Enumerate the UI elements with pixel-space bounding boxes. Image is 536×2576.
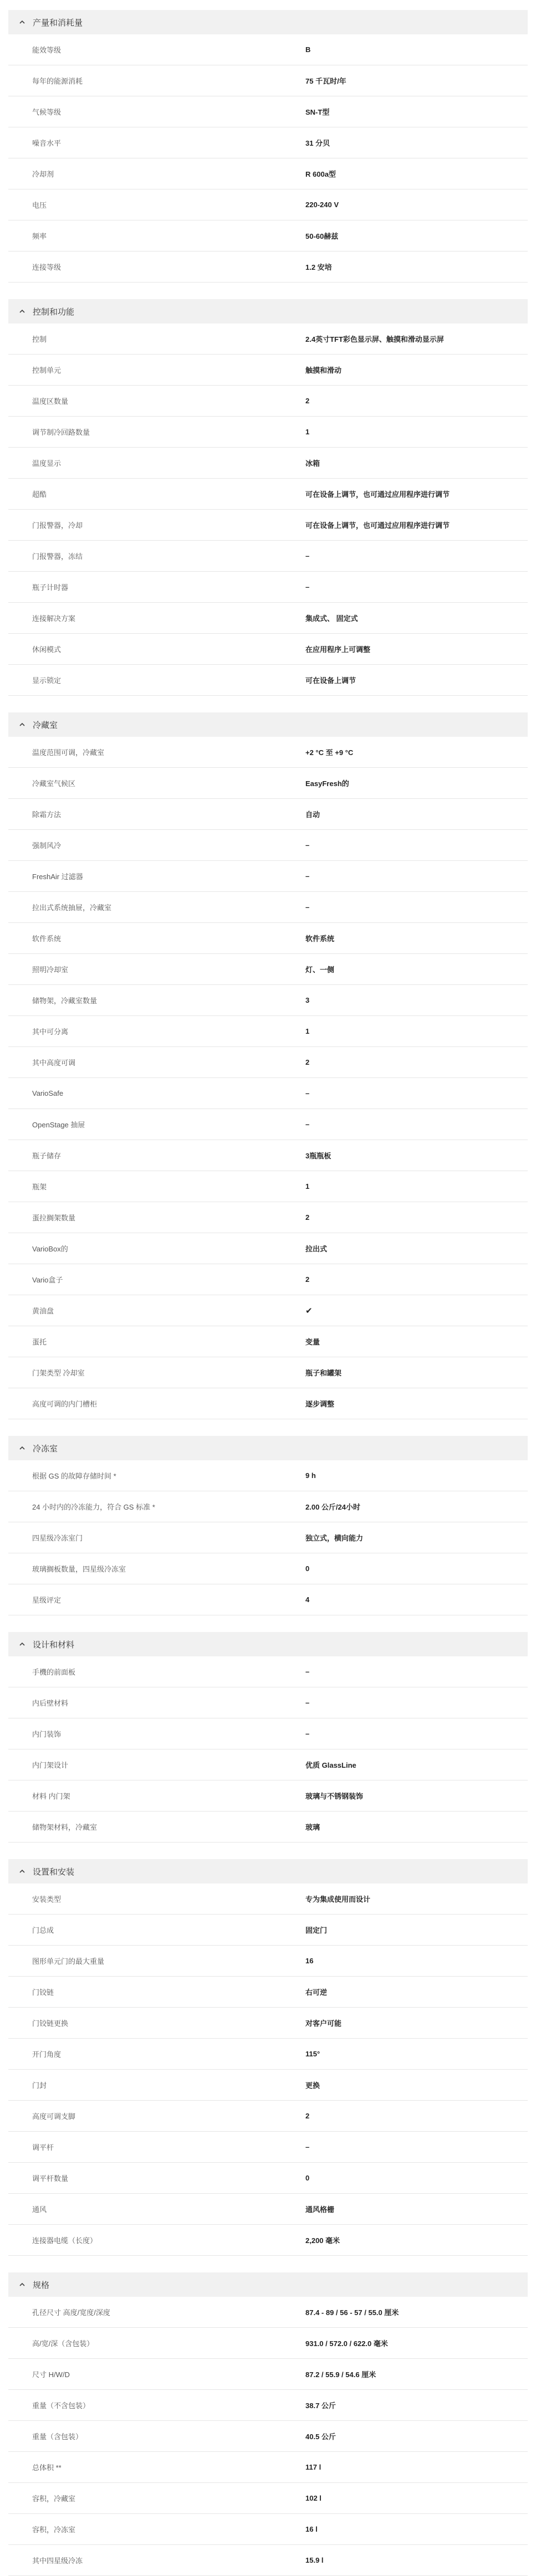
chevron-up-icon	[18, 1867, 26, 1875]
spec-row	[8, 1140, 528, 1171]
spec-row	[8, 510, 528, 541]
chevron-up-icon	[18, 307, 26, 315]
spec-value: 逐步调整	[305, 1400, 335, 1408]
spec-label: 温度显示	[32, 459, 62, 468]
spec-label: 连接等级	[32, 263, 62, 271]
spec-row	[8, 355, 528, 386]
spec-value: 16	[305, 1957, 314, 1965]
spec-label: 瓶架	[32, 1183, 47, 1191]
spec-row	[8, 985, 528, 1016]
chevron-up-icon	[18, 1444, 26, 1452]
spec-value: 2	[305, 397, 310, 405]
spec-value: 115°	[305, 2050, 320, 2058]
spec-row	[8, 768, 528, 799]
spec-value: –	[305, 872, 310, 880]
spec-label: 蛋托	[32, 1338, 47, 1346]
spec-row	[8, 2483, 528, 2514]
section-header[interactable]	[8, 1859, 528, 1884]
spec-label: VarioSafe	[32, 1089, 64, 1097]
spec-row	[8, 830, 528, 861]
spec-row	[8, 127, 528, 158]
spec-value: –	[305, 1089, 310, 1097]
spec-value: 灯、一侧	[305, 966, 335, 974]
spec-label: OpenStage 抽屉	[32, 1121, 85, 1129]
section-title: 控制和功能	[33, 307, 75, 317]
spec-label: 门铰链	[32, 1988, 54, 1997]
spec-value: 可在设备上调节，也可通过应用程序进行调节	[305, 521, 450, 530]
spec-label: 显示锁定	[32, 676, 62, 685]
spec-label: 总体积 **	[32, 2464, 62, 2472]
spec-row	[8, 2070, 528, 2101]
chevron-up-icon	[18, 721, 26, 728]
spec-row	[8, 861, 528, 892]
spec-label: 连接解决方案	[32, 614, 76, 623]
spec-row	[8, 1584, 528, 1615]
spec-label: 每年的能源消耗	[32, 77, 83, 85]
section-header[interactable]	[8, 2272, 528, 2297]
spec-value: 2	[305, 1275, 310, 1284]
spec-row	[8, 1357, 528, 1388]
spec-value: 2	[305, 1213, 310, 1222]
spec-row	[8, 448, 528, 479]
spec-row	[8, 1884, 528, 1915]
spec-value: 31 分贝	[305, 139, 330, 147]
spec-label: 其中可分离	[32, 1028, 69, 1036]
spec-label: 图形单元门的最大重量	[32, 1957, 105, 1966]
spec-value: ✔	[305, 1306, 313, 1316]
section-title: 设置和安装	[33, 1867, 75, 1877]
spec-value: 1.2 安培	[305, 263, 332, 271]
section-header[interactable]	[8, 299, 528, 324]
spec-row	[8, 954, 528, 985]
spec-value: 220-240 V	[305, 201, 339, 209]
spec-label: 玻璃搁板数量，四星级冷冻室	[32, 1565, 126, 1573]
spec-value: 50-60赫兹	[305, 232, 339, 240]
spec-row	[8, 96, 528, 127]
chevron-up-icon	[18, 1640, 26, 1648]
spec-value: 102 l	[305, 2494, 321, 2502]
spec-value: 拉出式	[305, 1245, 328, 1253]
spec-value: 专为集成使用而设计	[305, 1895, 371, 1903]
spec-value: –	[305, 583, 310, 591]
spec-label: 照明冷却室	[32, 966, 69, 974]
spec-label: 通风	[32, 2205, 47, 2214]
spec-value: 右可逆	[305, 1988, 328, 1997]
section-title: 规格	[33, 2280, 50, 2290]
section-header[interactable]	[8, 10, 528, 34]
spec-value: 2	[305, 1058, 310, 1066]
spec-value: 87.2 / 55.9 / 54.6 厘米	[305, 2370, 376, 2379]
spec-label: 内门装饰	[32, 1730, 62, 1738]
spec-value: 117 l	[305, 2463, 321, 2471]
spec-row	[8, 2421, 528, 2452]
spec-value: –	[305, 1667, 310, 1676]
spec-label: 四星级冷冻室门	[32, 1534, 83, 1542]
spec-value: 瓶子和罐架	[305, 1369, 342, 1377]
spec-value: –	[305, 552, 310, 560]
spec-label: 安装类型	[32, 1895, 62, 1903]
spec-value: 38.7 公斤	[305, 2401, 336, 2410]
spec-value: B	[305, 45, 311, 54]
spec-row	[8, 2039, 528, 2070]
spec-list	[0, 10, 536, 2576]
spec-row	[8, 1522, 528, 1553]
spec-row	[8, 34, 528, 65]
spec-row	[8, 2132, 528, 2163]
spec-label: 冷藏室气候区	[32, 779, 76, 788]
spec-value: –	[305, 1730, 310, 1738]
spec-label: Vario盒子	[32, 1276, 63, 1284]
spec-row	[8, 1047, 528, 1078]
spec-value: 3	[305, 996, 310, 1004]
spec-row	[8, 799, 528, 830]
spec-value: 可在设备上调节，也可通过应用程序进行调节	[305, 490, 450, 499]
spec-label: 温度范围可调，冷藏室	[32, 748, 105, 757]
spec-label: 软件系统	[32, 935, 62, 943]
spec-label: 温度区数量	[32, 397, 69, 406]
section-title: 产量和消耗量	[33, 18, 83, 28]
spec-value: R 600a型	[305, 170, 336, 178]
spec-value: 集成式、 固定式	[305, 614, 358, 623]
spec-value: 1	[305, 1027, 310, 1035]
spec-row	[8, 158, 528, 189]
spec-label: FreshAir 过滤器	[32, 873, 83, 881]
spec-label: 控制单元	[32, 366, 62, 374]
spec-value: 对客户可能	[305, 2019, 342, 2028]
spec-value: 更换	[305, 2081, 320, 2090]
spec-label: 频率	[32, 232, 47, 240]
spec-value: 4	[305, 1595, 310, 1604]
spec-value: 1	[305, 428, 310, 436]
spec-label: 内后壁材料	[32, 1699, 69, 1707]
spec-value: 2.4英寸TFT彩色显示屏、触摸和滑动显示屏	[305, 335, 444, 343]
spec-row	[8, 1656, 528, 1687]
spec-value: 软件系统	[305, 935, 335, 943]
spec-label: 连接器电缆（长度）	[32, 2236, 98, 2245]
spec-row	[8, 2194, 528, 2225]
spec-label: 手機的前面板	[32, 1668, 76, 1676]
spec-row	[8, 2101, 528, 2132]
spec-value: 独立式，横向能力	[305, 1534, 364, 1542]
spec-label: 重量（不含包装）	[32, 2401, 90, 2410]
spec-label: VarioBox的	[32, 1245, 68, 1253]
spec-label: 强制风冷	[32, 841, 62, 850]
spec-value: 玻璃	[305, 1823, 320, 1831]
spec-label: 拉出式系统抽屉，冷藏室	[32, 904, 112, 912]
spec-row	[8, 1326, 528, 1357]
spec-label: 除霜方法	[32, 810, 62, 819]
spec-label: 冷却剂	[32, 170, 54, 178]
spec-row	[8, 1915, 528, 1946]
chevron-up-icon	[18, 2281, 26, 2288]
spec-label: 根据 GS 的故障存储时间 *	[32, 1472, 116, 1480]
spec-value: 2.00 公斤/24小时	[305, 1503, 360, 1511]
spec-label: 高/宽/深（含包装）	[32, 2339, 94, 2348]
spec-label: 其中四星级冷冻	[32, 2557, 83, 2565]
spec-value: SN-T型	[305, 108, 330, 116]
spec-row	[8, 1946, 528, 1977]
spec-row	[8, 189, 528, 220]
spec-label: 门报警器，冻结	[32, 552, 83, 561]
spec-value: 玻璃与不锈钢装饰	[305, 1792, 364, 1800]
spec-value: 自动	[305, 810, 320, 819]
spec-label: 储物架，冷藏室数量	[32, 997, 98, 1005]
spec-row	[8, 1202, 528, 1233]
spec-row	[8, 1388, 528, 1419]
spec-row	[8, 2008, 528, 2039]
spec-label: 休闲模式	[32, 645, 62, 654]
spec-row	[8, 1460, 528, 1491]
spec-label: 能效等级	[32, 46, 62, 54]
spec-value: 冰箱	[305, 459, 320, 468]
spec-row	[8, 1553, 528, 1584]
spec-value: 16 l	[305, 2525, 318, 2533]
spec-row	[8, 541, 528, 572]
spec-row	[8, 2225, 528, 2256]
spec-row	[8, 1171, 528, 1202]
spec-row	[8, 2163, 528, 2194]
spec-value: +2 °C 至 +9 °C	[305, 748, 354, 757]
spec-label: 孔径尺寸 高度/宽度/深度	[32, 2308, 110, 2317]
spec-row	[8, 2297, 528, 2328]
section-header[interactable]	[8, 1632, 528, 1656]
spec-row	[8, 1749, 528, 1780]
section-title: 设计和材料	[33, 1640, 75, 1650]
section-title: 冷藏室	[33, 720, 58, 730]
spec-label: 开门角度	[32, 2050, 62, 2059]
spec-row	[8, 1491, 528, 1522]
spec-label: 门铰链更换	[32, 2019, 69, 2028]
spec-label: 其中高度可调	[32, 1059, 76, 1067]
spec-label: 高度可调支脚	[32, 2112, 76, 2121]
spec-label: 门封	[32, 2081, 47, 2090]
spec-row	[8, 2545, 528, 2576]
spec-label: 黄油盘	[32, 1307, 54, 1315]
spec-row	[8, 1687, 528, 1718]
spec-row	[8, 417, 528, 448]
spec-row	[8, 2514, 528, 2545]
spec-label: 控制	[32, 335, 47, 343]
spec-value: –	[305, 2143, 310, 2151]
spec-label: 电压	[32, 201, 47, 209]
spec-value: 1	[305, 1182, 310, 1190]
spec-row	[8, 1718, 528, 1749]
spec-value: 变量	[305, 1338, 320, 1346]
spec-row	[8, 634, 528, 665]
spec-row	[8, 923, 528, 954]
spec-row	[8, 1812, 528, 1843]
spec-value: 40.5 公斤	[305, 2433, 336, 2441]
spec-row	[8, 2359, 528, 2390]
section-title: 冷冻室	[33, 1444, 58, 1454]
spec-label: 蛋拉搁架数量	[32, 1214, 76, 1222]
spec-label: 调平杆数量	[32, 2174, 69, 2183]
spec-label: 容积，冷藏室	[32, 2495, 76, 2503]
section-header[interactable]	[8, 1436, 528, 1460]
spec-label: 尺寸 H/W/D	[32, 2370, 70, 2379]
spec-row	[8, 479, 528, 510]
spec-label: 调节制冷回路数量	[32, 428, 90, 437]
spec-value: 通风格栅	[305, 2205, 335, 2214]
spec-label: 门架类型 冷却室	[32, 1369, 85, 1377]
spec-label: 噪音水平	[32, 139, 62, 147]
spec-value: 9 h	[305, 1471, 316, 1480]
spec-value: 优质 GlassLine	[305, 1761, 356, 1769]
spec-value: 可在设备上调节	[305, 676, 356, 685]
spec-value: 15.9 l	[305, 2556, 324, 2564]
spec-row	[8, 252, 528, 283]
spec-value: 触摸和滑动	[305, 366, 342, 374]
spec-row	[8, 2390, 528, 2421]
spec-label: 材料 内门架	[32, 1792, 70, 1800]
spec-row	[8, 665, 528, 696]
section-header[interactable]	[8, 712, 528, 737]
spec-value: 2,200 毫米	[305, 2236, 340, 2245]
spec-row	[8, 220, 528, 252]
spec-row	[8, 2328, 528, 2359]
spec-label: 瓶子储存	[32, 1152, 62, 1160]
spec-row	[8, 1295, 528, 1326]
spec-row	[8, 1078, 528, 1109]
spec-label: 瓶子计时器	[32, 583, 69, 592]
spec-label: 超酷	[32, 490, 47, 499]
spec-value: 0	[305, 1564, 310, 1573]
spec-value: 931.0 / 572.0 / 622.0 毫米	[305, 2339, 388, 2348]
spec-row	[8, 1780, 528, 1812]
spec-value: 在应用程序上可调整	[305, 645, 371, 654]
spec-row	[8, 572, 528, 603]
spec-value: –	[305, 1698, 310, 1707]
spec-value: 75 千瓦时/年	[305, 77, 346, 85]
spec-value: 固定门	[305, 1926, 328, 1934]
spec-value: EasyFresh的	[305, 779, 349, 788]
spec-row	[8, 1233, 528, 1264]
spec-row	[8, 737, 528, 768]
spec-value: 2	[305, 2112, 310, 2120]
spec-value: –	[305, 841, 310, 849]
spec-label: 储物架材料，冷藏室	[32, 1823, 98, 1831]
spec-row	[8, 386, 528, 417]
spec-row	[8, 1977, 528, 2008]
spec-value: –	[305, 903, 310, 911]
spec-row	[8, 1109, 528, 1140]
chevron-up-icon	[18, 18, 26, 26]
spec-label: 门总成	[32, 1926, 54, 1934]
spec-label: 重量（含包装）	[32, 2433, 83, 2441]
spec-label: 调平杆	[32, 2143, 54, 2152]
spec-label: 气候等级	[32, 108, 62, 116]
spec-label: 容积，冷冻室	[32, 2526, 76, 2534]
spec-row	[8, 892, 528, 923]
spec-label: 24 小时内的冷冻能力，符合 GS 标准 *	[32, 1503, 155, 1511]
spec-row	[8, 1016, 528, 1047]
spec-row	[8, 1264, 528, 1295]
spec-value: 87.4 - 89 / 56 - 57 / 55.0 厘米	[305, 2308, 399, 2317]
spec-row	[8, 324, 528, 355]
spec-label: 星级评定	[32, 1596, 62, 1604]
spec-label: 高度可调的内门槽柜	[32, 1400, 98, 1408]
spec-row	[8, 2452, 528, 2483]
spec-value: –	[305, 1120, 310, 1128]
spec-label: 门报警器，冷却	[32, 521, 83, 530]
spec-row	[8, 603, 528, 634]
spec-value: 0	[305, 2174, 310, 2182]
spec-row	[8, 65, 528, 96]
spec-label: 内门架设计	[32, 1761, 69, 1769]
spec-value: 3瓶瓶板	[305, 1152, 331, 1160]
